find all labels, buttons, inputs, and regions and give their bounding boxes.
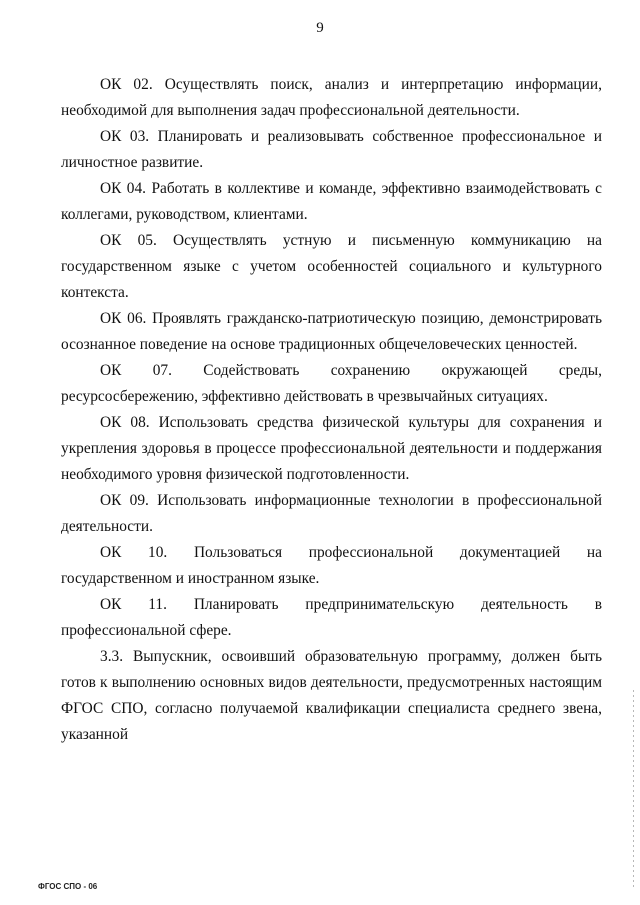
paragraph-ok-10: ОК 10. Пользоваться профессиональной документацией на государственном и иностранном языке. <box>61 544 602 587</box>
document-body <box>61 72 602 748</box>
scan-edge-mark <box>633 690 634 890</box>
paragraph-ok-06: ОК 06. Проявлять гражданско-патриотическую позицию, демонстрировать осознанное поведение на основе традиционных общечеловеческих ценностей. <box>61 310 602 353</box>
paragraph-ok-07: ОК 07. Содействовать сохранению окружающей среды, ресурсосбережению, эффективно действовать в чрезвычайных ситуациях. <box>61 362 602 405</box>
paragraph-ok-03: ОК 03. Планировать и реализовывать собственное профессиональное и личностное развитие. <box>61 128 602 171</box>
paragraph-ok-02: ОК 02. Осуществлять поиск, анализ и интерпретацию информации, необходимой для выполнения задач профессиональной деятельности. <box>61 76 602 119</box>
paragraph-ok-11: ОК 11. Планировать предпринимательскую деятельность в профессиональной сфере. <box>61 596 602 639</box>
paragraph-ok-09: ОК 09. Использовать информационные технологии в профессиональной деятельности. <box>61 492 602 535</box>
page-number: 9 <box>316 20 324 36</box>
document-footer: ФГОС СПО - 06 <box>38 882 98 891</box>
paragraph-ok-04: ОК 04. Работать в коллективе и команде, эффективно взаимодействовать с коллегами, руководством, клиентами. <box>61 180 602 223</box>
paragraph-3-3: 3.3. Выпускник, освоивший образовательную программу, должен быть готов к выполнению основных видов деятельности, предусмотренных настоящим ФГОС СПО, согласно получаемой квалификации специалиста среднего звена, указанной <box>61 648 602 743</box>
paragraph-ok-05: ОК 05. Осуществлять устную и письменную коммуникацию на государственном языке с учетом особенностей социального и культурного контекста. <box>61 232 602 301</box>
paragraph-ok-08: ОК 08. Использовать средства физической культуры для сохранения и укрепления здоровья в процессе профессиональной деятельности и поддержания необходимого уровня физической подготовленности. <box>61 414 602 483</box>
